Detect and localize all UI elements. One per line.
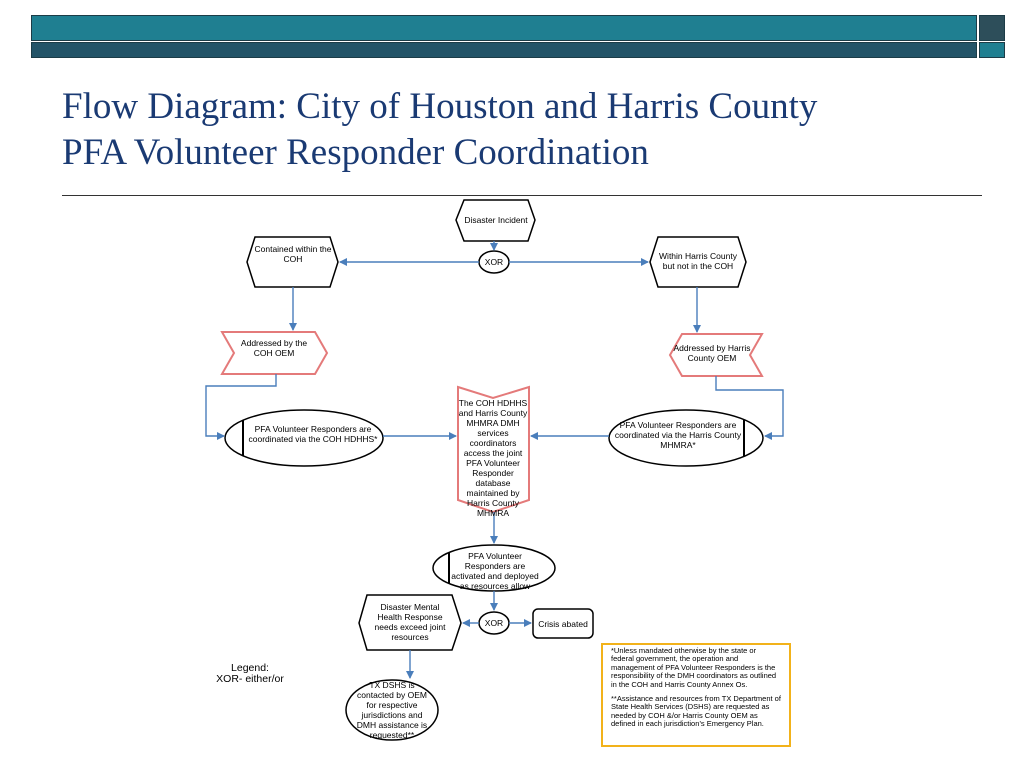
addressed-coh-oem-label: Addressed by the COH OEM (240, 338, 308, 358)
legend (210, 663, 290, 685)
title-line-1: Flow Diagram: City of Houston and Harris County (62, 86, 818, 127)
activated-label: PFA Volunteer Responders are activated and deployed as resources allow (451, 551, 539, 591)
footnote-2: **Assistance and resources from TX Department of State Health Services (DSHS) are requested as needed by COH &/or Harris County OEM as defined in each jurisdiction’s Emergency Plan. (611, 694, 781, 729)
legend-title: Legend: (231, 662, 269, 674)
legend-xor: XOR- either/or (216, 673, 284, 685)
footnote-box (601, 643, 791, 747)
crisis-abated-label: Crisis abated (538, 618, 588, 629)
footnote-1: *Unless mandated otherwise by the state or federal government, the operation and management of PFA Volunteer Responders is the responsibility of the DMH coordinators as outlined in the COH and Harris County Annex Os. (611, 646, 777, 689)
disaster-incident-label: Disaster Incident (464, 215, 528, 225)
addressed-harris-oem-label: Addressed by Harris County OEM (673, 343, 751, 363)
xor-top-label: XOR (484, 257, 504, 267)
coordinated-harris-label: PFA Volunteer Responders are coordinated via the Harris County MHMRA* (614, 420, 742, 450)
xor-bottom-label: XOR (484, 618, 504, 628)
needs-exceed-label: Disaster Mental Health Response needs exceed joint resources (374, 602, 446, 642)
title-line-2: PFA Volunteer Responder Coordination (62, 132, 649, 173)
joint-database-label: The COH HDHHS and Harris County MHMRA DMH services coordinators access the joint PFA Volunteer Responder database maintained by Harris County MHMRA (458, 398, 528, 518)
tx-dshs-label: TX DSHS is contacted by OEM for respective jurisdictions and DMH assistance is requested** (356, 680, 428, 740)
contained-coh-label: Contained within the COH (254, 244, 332, 264)
within-harris-label: Within Harris County but not in the COH (659, 251, 737, 271)
coordinated-coh-label: PFA Volunteer Responders are coordinated via the COH HDHHS* (248, 424, 378, 444)
